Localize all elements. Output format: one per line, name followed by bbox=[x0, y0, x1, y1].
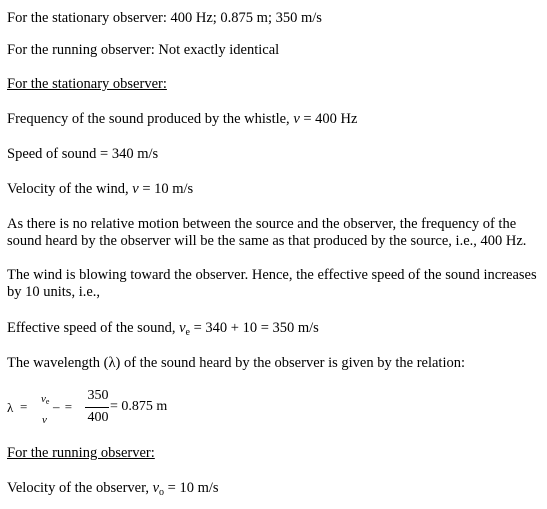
formula-small-denominator: ν bbox=[42, 414, 47, 426]
stationary-heading: For the stationary observer: bbox=[7, 76, 167, 92]
formula-big-numerator: 350 bbox=[87, 388, 109, 403]
formula-result: = 0.875 m bbox=[110, 399, 168, 414]
formula-lambda: λ bbox=[7, 400, 14, 415]
observer-velocity-line bbox=[7, 480, 219, 497]
frequency-line bbox=[7, 111, 357, 128]
effective-label: Effective speed of the sound, bbox=[7, 320, 180, 336]
no-relative-motion-paragraph: As there is no relative motion between the source and the observer, the frequency of the sound heard by the observer will be the same as that produced by the source, i.e., 400 Hz. bbox=[7, 216, 527, 249]
formula-dashes: – = bbox=[53, 399, 74, 414]
observer-velocity-symbol: v bbox=[152, 480, 160, 496]
observer-velocity-label: Velocity of the observer, bbox=[7, 480, 153, 496]
wind-symbol: v bbox=[132, 181, 139, 197]
speed-of-sound-line: Speed of sound = 340 m/s bbox=[7, 146, 159, 162]
wavelength-intro: The wavelength (λ) of the sound heard by the observer is given by the relation: bbox=[7, 355, 466, 371]
observer-velocity-subscript: o bbox=[159, 487, 165, 498]
running-heading: For the running observer: bbox=[7, 445, 155, 461]
effective-symbol: v bbox=[179, 320, 186, 336]
summary-stationary: For the stationary observer: 400 Hz; 0.875 m; 350 m/s bbox=[7, 10, 322, 26]
effective-subscript: e bbox=[185, 327, 190, 338]
summary-running: For the running observer: Not exactly identical bbox=[7, 42, 280, 58]
wavelength-formula bbox=[7, 388, 207, 432]
formula-fraction-bar bbox=[85, 407, 109, 408]
frequency-value: = 400 Hz bbox=[299, 111, 358, 127]
frequency-symbol: ν bbox=[293, 111, 300, 127]
wind-velocity-line bbox=[7, 181, 193, 198]
wind-value: = 10 m/s bbox=[138, 181, 194, 197]
wind-label: Velocity of the wind, bbox=[7, 181, 133, 197]
formula-equals: = bbox=[20, 399, 28, 414]
wind-direction-paragraph: The wind is blowing toward the observer. Hence, the effective speed of the sound increases by 10 units, i.e., bbox=[7, 267, 537, 300]
formula-big-denominator: 400 bbox=[87, 410, 109, 425]
frequency-label: Frequency of the sound produced by the whistle, bbox=[7, 111, 294, 127]
effective-speed-line bbox=[7, 320, 319, 337]
observer-velocity-value: = 10 m/s bbox=[164, 480, 219, 496]
effective-value: = 340 + 10 = 350 m/s bbox=[189, 320, 319, 336]
formula-small-numerator: $v_e$ bbox=[41, 393, 50, 406]
